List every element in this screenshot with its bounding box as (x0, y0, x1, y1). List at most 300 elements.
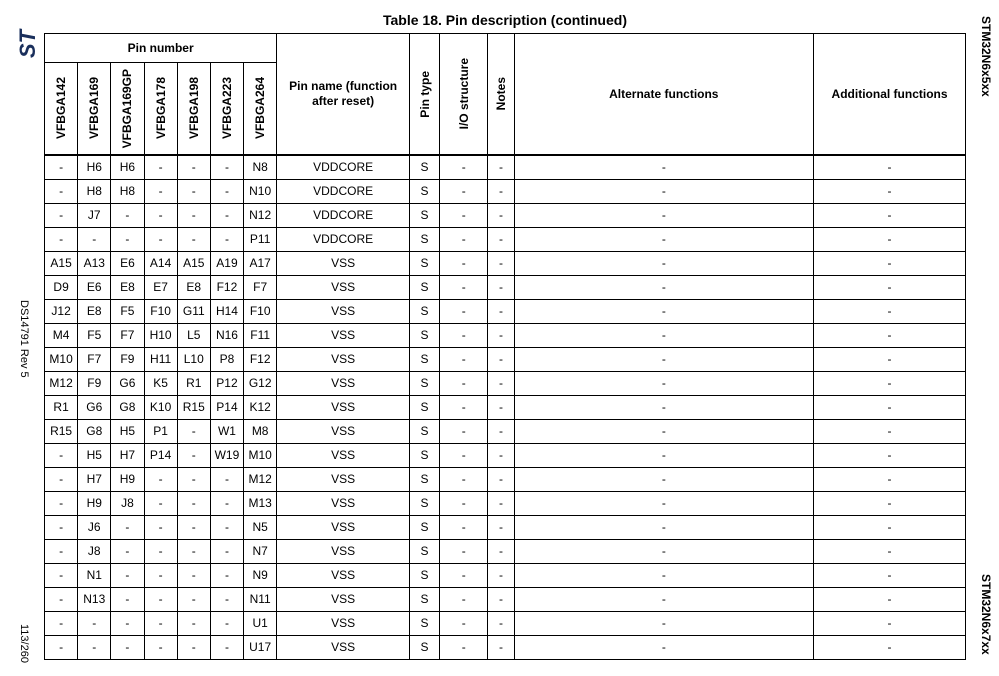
table-row (45, 371, 966, 395)
vfbga223-cell: - (210, 515, 243, 539)
vfbga178-cell: H11 (144, 347, 177, 371)
additional-functions-cell: - (814, 299, 966, 323)
vfbga178-cell: H10 (144, 323, 177, 347)
pin-type-cell: S (409, 179, 439, 203)
alternate-functions-cell: - (514, 227, 814, 251)
vfbga198-cell: G11 (177, 299, 210, 323)
notes-cell: - (488, 179, 514, 203)
io-structure-cell: - (440, 539, 488, 563)
vfbga264-cell: U17 (244, 635, 277, 659)
vfbga169gp-cell: G8 (111, 395, 144, 419)
alternate-functions-cell: - (514, 587, 814, 611)
notes-cell: - (488, 587, 514, 611)
io-structure-cell: - (440, 587, 488, 611)
vfbga142-cell: R15 (45, 419, 78, 443)
additional-functions-cell: - (814, 443, 966, 467)
vfbga169gp-cell: - (111, 611, 144, 635)
io-structure-cell: - (440, 323, 488, 347)
vfbga178-cell: - (144, 587, 177, 611)
vfbga198-cell: - (177, 635, 210, 659)
part-number-bottom: STM32N6x7xx (979, 574, 993, 655)
io-structure-cell: - (440, 563, 488, 587)
io-structure-cell: - (440, 251, 488, 275)
vfbga178-cell: - (144, 611, 177, 635)
vfbga142-cell: M12 (45, 371, 78, 395)
vfbga264-cell: F7 (244, 275, 277, 299)
pin-name-cell: VDDCORE (277, 155, 410, 179)
io-structure-header: I/O structure (440, 34, 488, 156)
vfbga169gp-cell: G6 (111, 371, 144, 395)
pin-name-cell: VSS (277, 515, 410, 539)
table-row (45, 515, 966, 539)
vfbga169gp-cell: F5 (111, 299, 144, 323)
vfbga223-cell: W19 (210, 443, 243, 467)
vfbga169gp-cell: - (111, 563, 144, 587)
vfbga264-cell: F10 (244, 299, 277, 323)
notes-cell: - (488, 347, 514, 371)
io-structure-cell: - (440, 491, 488, 515)
vfbga142-cell: - (45, 179, 78, 203)
vfbga178-cell: K10 (144, 395, 177, 419)
table-row (45, 635, 966, 659)
pin-name-cell: VSS (277, 539, 410, 563)
package-header: VFBGA223 (210, 63, 243, 156)
vfbga198-cell: - (177, 587, 210, 611)
vfbga169-cell: H9 (78, 491, 111, 515)
pin-type-cell: S (409, 203, 439, 227)
table-row (45, 419, 966, 443)
vfbga223-cell: - (210, 179, 243, 203)
io-structure-cell: - (440, 443, 488, 467)
notes-cell: - (488, 395, 514, 419)
page-number: 113/260 (18, 624, 30, 663)
table-row (45, 203, 966, 227)
additional-functions-cell: - (814, 203, 966, 227)
vfbga169-cell: N1 (78, 563, 111, 587)
pin-name-cell: VSS (277, 563, 410, 587)
vfbga198-cell: R1 (177, 371, 210, 395)
vfbga142-cell: - (45, 203, 78, 227)
table-row (45, 491, 966, 515)
notes-cell: - (488, 443, 514, 467)
vfbga178-cell: - (144, 179, 177, 203)
notes-cell: - (488, 155, 514, 179)
vfbga169gp-cell: E6 (111, 251, 144, 275)
vfbga169-cell: F5 (78, 323, 111, 347)
pin-name-cell: VSS (277, 275, 410, 299)
vfbga142-cell: - (45, 635, 78, 659)
pin-type-cell: S (409, 467, 439, 491)
additional-functions-cell: - (814, 371, 966, 395)
pin-name-cell: VSS (277, 371, 410, 395)
alternate-functions-cell: - (514, 419, 814, 443)
io-structure-cell: - (440, 419, 488, 443)
vfbga169gp-cell: H5 (111, 419, 144, 443)
vfbga169-cell: N13 (78, 587, 111, 611)
additional-functions-header: Additional functions (814, 34, 966, 156)
table-title: Table 18. Pin description (continued) (383, 12, 627, 28)
vfbga178-cell: - (144, 155, 177, 179)
io-structure-cell: - (440, 371, 488, 395)
alternate-functions-cell: - (514, 467, 814, 491)
alternate-functions-cell: - (514, 275, 814, 299)
vfbga169-cell: H7 (78, 467, 111, 491)
vfbga264-cell: N8 (244, 155, 277, 179)
pin-type-cell: S (409, 515, 439, 539)
pin-type-cell: S (409, 635, 439, 659)
alternate-functions-cell: - (514, 563, 814, 587)
vfbga169-cell: J8 (78, 539, 111, 563)
vfbga264-cell: K12 (244, 395, 277, 419)
alternate-functions-cell: - (514, 491, 814, 515)
part-number-top: STM32N6x5xx (979, 16, 993, 97)
vfbga223-cell: - (210, 227, 243, 251)
vfbga264-cell: F12 (244, 347, 277, 371)
vfbga169gp-cell: F7 (111, 323, 144, 347)
vfbga142-cell: - (45, 539, 78, 563)
vfbga169-cell: F7 (78, 347, 111, 371)
io-structure-cell: - (440, 515, 488, 539)
vfbga169-cell: H6 (78, 155, 111, 179)
pin-type-cell: S (409, 227, 439, 251)
notes-cell: - (488, 203, 514, 227)
additional-functions-cell: - (814, 611, 966, 635)
table-row (45, 611, 966, 635)
vfbga223-cell: W1 (210, 419, 243, 443)
package-header: VFBGA142 (45, 63, 78, 156)
pin-type-cell: S (409, 371, 439, 395)
vfbga169-cell: H8 (78, 179, 111, 203)
additional-functions-cell: - (814, 275, 966, 299)
vfbga198-cell: - (177, 563, 210, 587)
pin-type-header: Pin type (409, 34, 439, 156)
vfbga178-cell: - (144, 635, 177, 659)
vfbga142-cell: M10 (45, 347, 78, 371)
table-row (45, 467, 966, 491)
pin-name-cell: VSS (277, 467, 410, 491)
vfbga169gp-cell: - (111, 515, 144, 539)
notes-cell: - (488, 491, 514, 515)
pin-name-cell: VSS (277, 491, 410, 515)
pin-name-cell: VSS (277, 587, 410, 611)
pin-type-cell: S (409, 251, 439, 275)
additional-functions-cell: - (814, 395, 966, 419)
vfbga169gp-cell: - (111, 635, 144, 659)
vfbga142-cell: - (45, 155, 78, 179)
vfbga223-cell: - (210, 539, 243, 563)
vfbga198-cell: - (177, 203, 210, 227)
io-structure-cell: - (440, 635, 488, 659)
alternate-functions-cell: - (514, 203, 814, 227)
vfbga264-cell: N10 (244, 179, 277, 203)
vfbga178-cell: - (144, 539, 177, 563)
vfbga264-cell: F11 (244, 323, 277, 347)
vfbga142-cell: J12 (45, 299, 78, 323)
pin-name-cell: VSS (277, 395, 410, 419)
pin-type-cell: S (409, 611, 439, 635)
vfbga169-cell: J7 (78, 203, 111, 227)
vfbga142-cell: - (45, 491, 78, 515)
vfbga223-cell: - (210, 611, 243, 635)
vfbga223-cell: P12 (210, 371, 243, 395)
doc-id: DS14791 Rev 5 (18, 300, 30, 378)
notes-cell: - (488, 299, 514, 323)
vfbga169gp-cell: - (111, 539, 144, 563)
vfbga142-cell: - (45, 611, 78, 635)
pin-number-header: Pin number (45, 34, 277, 63)
table-row (45, 155, 966, 179)
package-header: VFBGA264 (244, 63, 277, 156)
package-header: VFBGA198 (177, 63, 210, 156)
vfbga264-cell: M13 (244, 491, 277, 515)
package-header: VFBGA169GP (111, 63, 144, 156)
vfbga169gp-cell: H6 (111, 155, 144, 179)
vfbga142-cell: M4 (45, 323, 78, 347)
vfbga178-cell: - (144, 467, 177, 491)
vfbga169-cell: - (78, 227, 111, 251)
vfbga198-cell: - (177, 515, 210, 539)
vfbga142-cell: - (45, 227, 78, 251)
vfbga169-cell: H5 (78, 443, 111, 467)
vfbga198-cell: A15 (177, 251, 210, 275)
notes-cell: - (488, 539, 514, 563)
additional-functions-cell: - (814, 227, 966, 251)
pin-type-cell: S (409, 443, 439, 467)
alternate-functions-cell: - (514, 443, 814, 467)
vfbga198-cell: R15 (177, 395, 210, 419)
pin-name-cell: VSS (277, 419, 410, 443)
io-structure-cell: - (440, 179, 488, 203)
pin-name-cell: VSS (277, 443, 410, 467)
table-row (45, 179, 966, 203)
vfbga178-cell: - (144, 227, 177, 251)
io-structure-cell: - (440, 275, 488, 299)
io-structure-cell: - (440, 203, 488, 227)
vfbga169-cell: J6 (78, 515, 111, 539)
pin-type-cell: S (409, 395, 439, 419)
vfbga198-cell: - (177, 443, 210, 467)
vfbga178-cell: P1 (144, 419, 177, 443)
package-header: VFBGA178 (144, 63, 177, 156)
vfbga198-cell: - (177, 155, 210, 179)
additional-functions-cell: - (814, 491, 966, 515)
alternate-functions-cell: - (514, 539, 814, 563)
notes-cell: - (488, 371, 514, 395)
vfbga169gp-cell: - (111, 227, 144, 251)
table-row (45, 251, 966, 275)
vfbga169gp-cell: F9 (111, 347, 144, 371)
vfbga223-cell: - (210, 155, 243, 179)
vfbga264-cell: M10 (244, 443, 277, 467)
vfbga169-cell: - (78, 611, 111, 635)
pin-type-cell: S (409, 587, 439, 611)
vfbga198-cell: - (177, 179, 210, 203)
st-logo-icon (12, 24, 42, 64)
pin-name-cell: VDDCORE (277, 227, 410, 251)
vfbga223-cell: F12 (210, 275, 243, 299)
vfbga142-cell: - (45, 467, 78, 491)
vfbga264-cell: M8 (244, 419, 277, 443)
pin-type-cell: S (409, 347, 439, 371)
vfbga198-cell: - (177, 419, 210, 443)
vfbga142-cell: - (45, 443, 78, 467)
vfbga264-cell: N12 (244, 203, 277, 227)
vfbga169-cell: G6 (78, 395, 111, 419)
pin-type-cell: S (409, 491, 439, 515)
alternate-functions-cell: - (514, 515, 814, 539)
pin-name-cell: VSS (277, 347, 410, 371)
vfbga198-cell: L5 (177, 323, 210, 347)
vfbga169gp-cell: E8 (111, 275, 144, 299)
vfbga169-cell: E6 (78, 275, 111, 299)
vfbga198-cell: L10 (177, 347, 210, 371)
vfbga198-cell: - (177, 539, 210, 563)
pin-name-cell: VSS (277, 323, 410, 347)
pin-name-cell: VSS (277, 611, 410, 635)
additional-functions-cell: - (814, 155, 966, 179)
vfbga264-cell: U1 (244, 611, 277, 635)
io-structure-cell: - (440, 347, 488, 371)
vfbga264-cell: N7 (244, 539, 277, 563)
notes-cell: - (488, 275, 514, 299)
notes-cell: - (488, 611, 514, 635)
additional-functions-cell: - (814, 347, 966, 371)
pin-name-cell: VDDCORE (277, 179, 410, 203)
vfbga142-cell: - (45, 563, 78, 587)
vfbga223-cell: P14 (210, 395, 243, 419)
alternate-functions-cell: - (514, 323, 814, 347)
vfbga169-cell: F9 (78, 371, 111, 395)
alternate-functions-cell: - (514, 299, 814, 323)
vfbga178-cell: - (144, 563, 177, 587)
vfbga178-cell: K5 (144, 371, 177, 395)
pin-type-cell: S (409, 419, 439, 443)
notes-cell: - (488, 227, 514, 251)
io-structure-cell: - (440, 299, 488, 323)
alternate-functions-cell: - (514, 179, 814, 203)
additional-functions-cell: - (814, 323, 966, 347)
pin-name-cell: VDDCORE (277, 203, 410, 227)
vfbga169gp-cell: - (111, 203, 144, 227)
vfbga142-cell: R1 (45, 395, 78, 419)
alternate-functions-cell: - (514, 611, 814, 635)
vfbga223-cell: - (210, 635, 243, 659)
vfbga169gp-cell: H9 (111, 467, 144, 491)
vfbga198-cell: - (177, 467, 210, 491)
vfbga198-cell: - (177, 611, 210, 635)
io-structure-cell: - (440, 155, 488, 179)
pin-type-cell: S (409, 323, 439, 347)
vfbga178-cell: A14 (144, 251, 177, 275)
package-header: VFBGA169 (78, 63, 111, 156)
alternate-functions-cell: - (514, 155, 814, 179)
table-row (45, 299, 966, 323)
notes-header: Notes (488, 34, 514, 156)
vfbga169gp-cell: H8 (111, 179, 144, 203)
vfbga264-cell: G12 (244, 371, 277, 395)
vfbga223-cell: - (210, 563, 243, 587)
logo-text: ST (15, 29, 40, 59)
vfbga264-cell: A17 (244, 251, 277, 275)
io-structure-cell: - (440, 227, 488, 251)
vfbga198-cell: - (177, 227, 210, 251)
vfbga223-cell: N16 (210, 323, 243, 347)
alternate-functions-cell: - (514, 371, 814, 395)
pin-type-cell: S (409, 155, 439, 179)
vfbga178-cell: E7 (144, 275, 177, 299)
vfbga198-cell: E8 (177, 275, 210, 299)
table-row (45, 395, 966, 419)
vfbga223-cell: P8 (210, 347, 243, 371)
additional-functions-cell: - (814, 587, 966, 611)
pin-description-table (44, 33, 966, 660)
alternate-functions-cell: - (514, 347, 814, 371)
vfbga223-cell: H14 (210, 299, 243, 323)
vfbga223-cell: A19 (210, 251, 243, 275)
notes-cell: - (488, 563, 514, 587)
pin-type-cell: S (409, 539, 439, 563)
vfbga264-cell: P11 (244, 227, 277, 251)
vfbga169gp-cell: H7 (111, 443, 144, 467)
additional-functions-cell: - (814, 539, 966, 563)
vfbga223-cell: - (210, 467, 243, 491)
notes-cell: - (488, 323, 514, 347)
vfbga169-cell: - (78, 635, 111, 659)
vfbga264-cell: M12 (244, 467, 277, 491)
vfbga169gp-cell: J8 (111, 491, 144, 515)
additional-functions-cell: - (814, 179, 966, 203)
vfbga264-cell: N11 (244, 587, 277, 611)
table-row (45, 587, 966, 611)
vfbga169-cell: A13 (78, 251, 111, 275)
notes-cell: - (488, 635, 514, 659)
io-structure-cell: - (440, 611, 488, 635)
table-row (45, 539, 966, 563)
table-row (45, 275, 966, 299)
pin-type-cell: S (409, 563, 439, 587)
additional-functions-cell: - (814, 419, 966, 443)
vfbga178-cell: - (144, 491, 177, 515)
alternate-functions-header: Alternate functions (514, 34, 814, 156)
notes-cell: - (488, 467, 514, 491)
vfbga178-cell: - (144, 515, 177, 539)
pin-table-body (45, 155, 966, 659)
alternate-functions-cell: - (514, 395, 814, 419)
io-structure-cell: - (440, 467, 488, 491)
pin-type-cell: S (409, 275, 439, 299)
vfbga223-cell: - (210, 203, 243, 227)
notes-cell: - (488, 419, 514, 443)
table-row (45, 443, 966, 467)
vfbga142-cell: A15 (45, 251, 78, 275)
additional-functions-cell: - (814, 251, 966, 275)
pin-name-cell: VSS (277, 251, 410, 275)
table-row (45, 563, 966, 587)
vfbga169gp-cell: - (111, 587, 144, 611)
vfbga169-cell: G8 (78, 419, 111, 443)
additional-functions-cell: - (814, 467, 966, 491)
additional-functions-cell: - (814, 563, 966, 587)
pin-type-cell: S (409, 299, 439, 323)
additional-functions-cell: - (814, 515, 966, 539)
table-row (45, 323, 966, 347)
vfbga169-cell: E8 (78, 299, 111, 323)
notes-cell: - (488, 251, 514, 275)
pin-name-cell: VSS (277, 635, 410, 659)
alternate-functions-cell: - (514, 635, 814, 659)
table-row (45, 347, 966, 371)
io-structure-cell: - (440, 395, 488, 419)
